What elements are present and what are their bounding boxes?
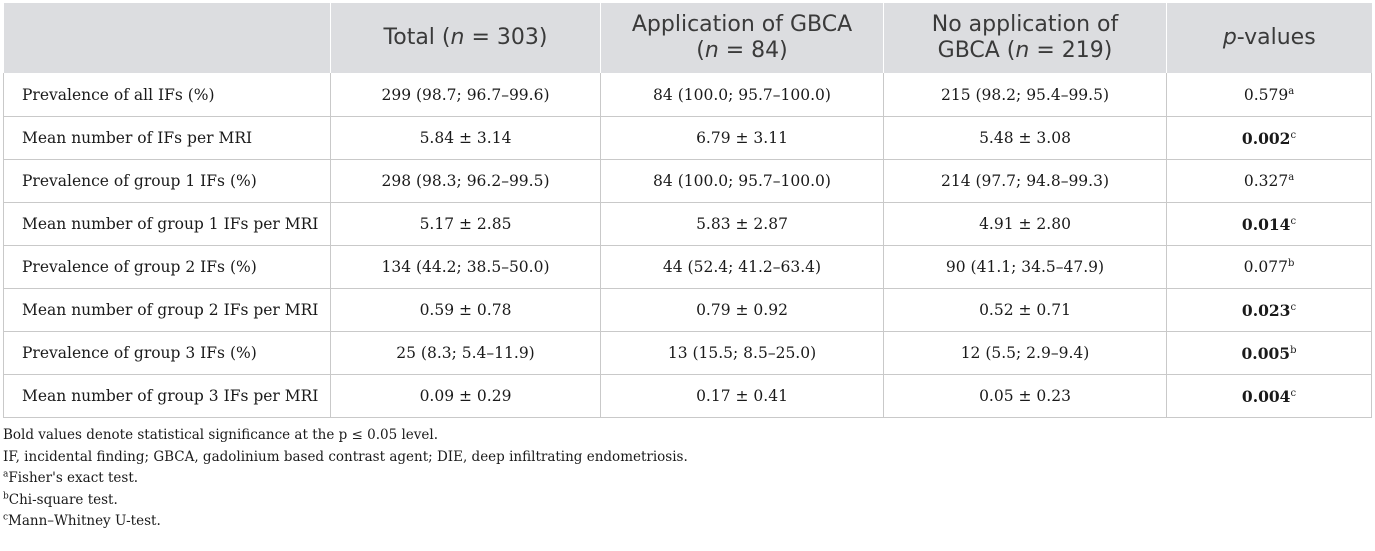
cell-no-gbca: 12 (5.5; 2.9–9.4) [884, 332, 1167, 375]
footnote-b-mark: b [3, 491, 9, 501]
header-nogbca-n: n [1015, 38, 1030, 63]
p-footnote-mark: c [1290, 301, 1297, 313]
cell-total: 299 (98.7; 96.7–99.6) [331, 73, 601, 117]
header-nogbca-line1: No application of [931, 12, 1119, 37]
cell-p-value [1167, 375, 1372, 418]
cell-total: 0.09 ± 0.29 [331, 375, 601, 418]
footnote-a [3, 468, 1371, 490]
table-row [4, 246, 1372, 289]
p-footnote-mark: a [1288, 85, 1295, 97]
row-label: Prevalence of group 3 IFs (%) [4, 332, 331, 375]
cell-p-value [1167, 203, 1372, 246]
cell-p-value [1167, 246, 1372, 289]
table-body [4, 73, 1372, 418]
table-row [4, 332, 1372, 375]
cell-gbca: 13 (15.5; 8.5–25.0) [601, 332, 884, 375]
footnote-a-mark: a [3, 469, 9, 480]
cell-gbca: 6.79 ± 3.11 [601, 117, 884, 160]
cell-total: 134 (44.2; 38.5–50.0) [331, 246, 601, 289]
header-p-italic: p [1222, 25, 1237, 50]
header-empty [4, 3, 331, 73]
p-footnote-mark: c [1290, 129, 1297, 141]
bold-values-note: Bold values denote statistical significance at the p ≤ 0.05 level. [3, 427, 439, 443]
cell-gbca: 84 (100.0; 95.7–100.0) [601, 73, 884, 117]
cell-no-gbca: 0.05 ± 0.23 [884, 375, 1167, 418]
p-footnote-mark: b [1287, 257, 1295, 269]
header-total [331, 3, 601, 73]
cell-total: 0.59 ± 0.78 [331, 289, 601, 332]
row-label: Prevalence of group 2 IFs (%) [4, 246, 331, 289]
p-value: 0.014 [1241, 214, 1291, 234]
cell-no-gbca: 0.52 ± 0.71 [884, 289, 1167, 332]
abbreviations-note: IF, incidental finding; GBCA, gadolinium based contrast agent; DIE, deep infiltrating endometriosis. [3, 448, 688, 465]
table-row [4, 375, 1372, 418]
header-p-values [1167, 3, 1372, 73]
cell-p-value [1167, 117, 1372, 160]
cell-total: 25 (8.3; 5.4–11.9) [331, 332, 601, 375]
cell-no-gbca: 214 (97.7; 94.8–99.3) [884, 160, 1167, 203]
table-row [4, 203, 1372, 246]
cell-total: 5.84 ± 3.14 [331, 117, 601, 160]
header-p-suffix: -values [1236, 25, 1316, 50]
row-label: Prevalence of all IFs (%) [4, 73, 331, 117]
header-gbca-n: n [704, 38, 719, 63]
footnote-c [3, 511, 1371, 533]
cell-gbca: 44 (52.4; 41.2–63.4) [601, 246, 884, 289]
p-value: 0.023 [1241, 300, 1291, 320]
cell-no-gbca: 4.91 ± 2.80 [884, 203, 1167, 246]
header-nogbca-suffix: = 219) [1029, 38, 1113, 63]
cell-no-gbca: 90 (41.1; 34.5–47.9) [884, 246, 1167, 289]
header-no-gbca [884, 3, 1167, 73]
row-label: Mean number of group 3 IFs per MRI [4, 375, 331, 418]
p-footnote-mark: c [1290, 215, 1297, 227]
cell-total: 5.17 ± 2.85 [331, 203, 601, 246]
cell-gbca: 84 (100.0; 95.7–100.0) [601, 160, 884, 203]
header-gbca-suffix: = 84) [718, 38, 788, 63]
header-gbca-line1: Application of GBCA [631, 12, 853, 37]
cell-p-value [1167, 289, 1372, 332]
results-table [3, 3, 1372, 418]
row-label: Mean number of group 1 IFs per MRI [4, 203, 331, 246]
cell-p-value [1167, 73, 1372, 117]
cell-no-gbca: 5.48 ± 3.08 [884, 117, 1167, 160]
table-header [4, 3, 1372, 73]
table-row [4, 160, 1372, 203]
p-value: 0.002 [1241, 128, 1291, 148]
header-total-prefix: Total ( [383, 25, 451, 50]
cell-no-gbca: 215 (98.2; 95.4–99.5) [884, 73, 1167, 117]
p-footnote-mark: b [1290, 344, 1297, 356]
header-row [4, 3, 1372, 73]
table-row [4, 289, 1372, 332]
table-row [4, 117, 1372, 160]
cell-gbca: 5.83 ± 2.87 [601, 203, 884, 246]
header-total-n: n [450, 25, 465, 50]
row-label: Mean number of IFs per MRI [4, 117, 331, 160]
p-footnote-mark: a [1288, 171, 1295, 183]
cell-gbca: 0.17 ± 0.41 [601, 375, 884, 418]
table-footnotes [3, 425, 1371, 533]
cell-gbca: 0.79 ± 0.92 [601, 289, 884, 332]
footnote-b [3, 490, 1371, 512]
p-value: 0.005 [1241, 343, 1291, 363]
cell-p-value [1167, 160, 1372, 203]
footnote-c-text: Mann–Whitney U-test. [8, 513, 161, 529]
cell-total: 298 (98.3; 96.2–99.5) [331, 160, 601, 203]
p-value: 0.077 [1243, 258, 1288, 276]
table-row [4, 73, 1372, 117]
footnote-b-text: Chi-square test. [8, 491, 118, 508]
header-gbca [601, 3, 884, 73]
header-total-suffix: = 303) [464, 25, 548, 50]
row-label: Mean number of group 2 IFs per MRI [4, 289, 331, 332]
p-value: 0.004 [1241, 386, 1291, 406]
cell-p-value [1167, 332, 1372, 375]
p-footnote-mark: c [1290, 387, 1297, 399]
p-value: 0.327 [1243, 172, 1289, 190]
p-value: 0.579 [1243, 85, 1289, 104]
header-nogbca-prefix: GBCA ( [937, 38, 1016, 63]
row-label: Prevalence of group 1 IFs (%) [4, 160, 331, 203]
footnote-a-text: Fisher's exact test. [8, 470, 139, 486]
header-gbca-prefix: ( [696, 38, 705, 63]
footnote-c-mark: c [3, 512, 9, 523]
table-wrapper [3, 3, 1371, 533]
